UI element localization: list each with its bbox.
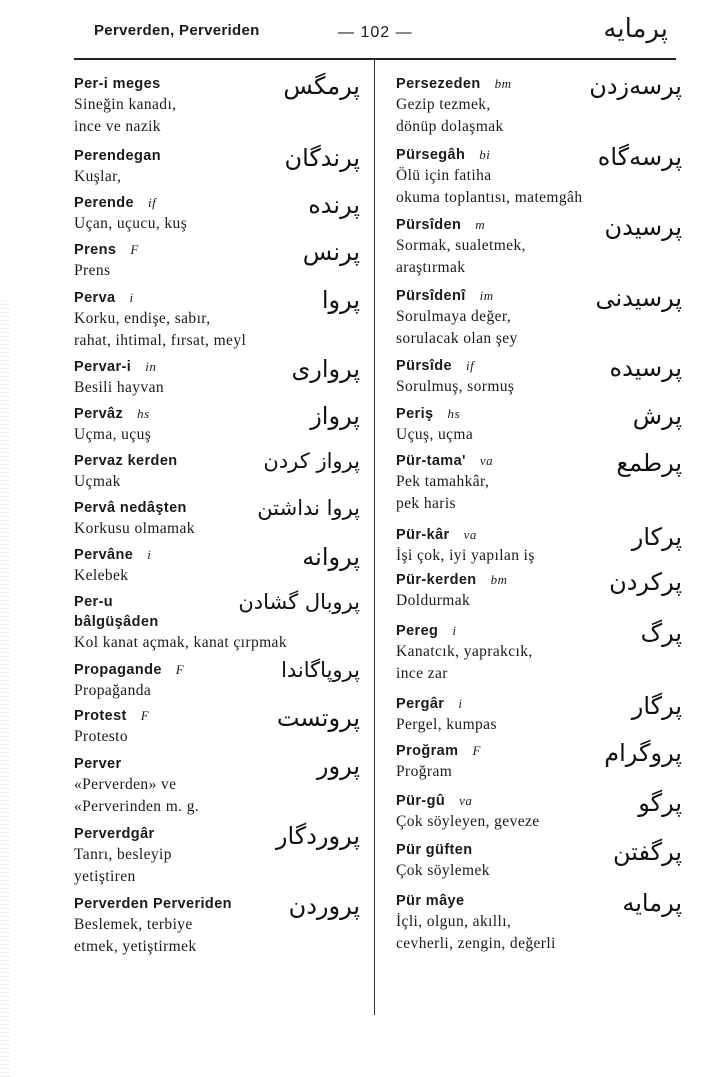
entry-definition: Sineğin kanadı, <box>74 96 177 113</box>
dictionary-entry <box>396 741 686 783</box>
entry-grammar-tag: F <box>140 708 150 723</box>
entry-definition: Kuşlar, <box>74 168 122 185</box>
dictionary-entry <box>74 498 364 540</box>
entry-definition: rahat, ihtimal, fırsat, meyl <box>74 332 247 349</box>
dictionary-entry <box>396 891 686 955</box>
entry-headword: bâlgüşâden <box>74 614 159 630</box>
entry-definition: Uçma, uçuş <box>74 426 152 443</box>
dictionary-entry <box>74 240 364 282</box>
entry-term <box>74 612 364 632</box>
dictionary-entry <box>396 570 686 612</box>
entry-definition: okuma toplantısı, matemgâh <box>396 189 583 206</box>
entry-grammar-tag: if <box>466 358 475 373</box>
dictionary-entry <box>74 894 364 958</box>
dictionary-entry <box>74 357 364 399</box>
entry-definition: pek haris <box>396 495 456 512</box>
entry-arabic-script: پرور <box>316 752 360 780</box>
entry-grammar-tag: m <box>475 217 486 232</box>
scan-edge <box>0 300 10 1077</box>
column-divider <box>374 60 375 1015</box>
entry-definition: Çok söylemek <box>396 862 490 879</box>
entry-definition: Sormak, sualetmek, <box>396 237 526 254</box>
entry-grammar-tag: F <box>472 743 481 758</box>
dictionary-entry <box>396 145 686 209</box>
entry-grammar-tag: bm <box>490 572 508 587</box>
entry-arabic-script: پرنده <box>308 191 360 219</box>
entry-headword: Pergâr <box>396 696 445 712</box>
entry-definition: Besili hayvan <box>74 379 165 396</box>
entry-headword: Per-i meges <box>74 76 161 92</box>
entry-grammar-tag: va <box>463 527 477 542</box>
entry-headword: Pervâz <box>74 406 124 422</box>
entry-definition: cevherli, zengin, değerli <box>396 935 556 952</box>
dictionary-entry <box>74 660 364 702</box>
entry-headword: Pereg <box>396 623 439 639</box>
entry-arabic-script: پروانه <box>302 543 360 571</box>
dictionary-entry <box>396 791 686 833</box>
entry-arabic-script: پرواری <box>291 355 360 383</box>
entry-definition: sorulacak olan şey <box>396 330 518 347</box>
entry-grammar-tag: i <box>129 290 134 305</box>
dictionary-entry <box>396 404 686 446</box>
entry-arabic-script: پرگ <box>640 619 682 647</box>
entry-grammar-tag: F <box>175 662 185 677</box>
entry-definition: araştırmak <box>396 259 466 276</box>
dictionary-entry <box>74 706 364 748</box>
entry-grammar-tag: i <box>147 547 152 562</box>
entry-arabic-script: پرکار <box>631 523 682 551</box>
entry-headword: Proğram <box>396 743 459 759</box>
dictionary-entry <box>74 74 364 138</box>
dictionary-entry <box>74 193 364 235</box>
entry-headword: Protest <box>74 708 127 724</box>
entry-definition: Kanatcık, yaprakcık, <box>396 643 533 660</box>
dictionary-entry <box>396 621 686 685</box>
entry-arabic-script: پرسه‌زدن <box>589 72 682 100</box>
dictionary-entry <box>396 356 686 398</box>
entry-definition: etmek, yetiştirmek <box>74 938 197 955</box>
entry-definition: Kol kanat açmak, kanat çırpmak <box>74 634 287 651</box>
entry-arabic-script: پرکردن <box>609 568 682 596</box>
page-header <box>0 0 708 62</box>
header-rule <box>74 58 676 60</box>
entry-grammar-tag: va <box>479 453 494 468</box>
dictionary-entry <box>74 824 364 888</box>
entry-grammar-tag: F <box>130 242 139 257</box>
entry-arabic-script: پرواز کردن <box>263 449 360 473</box>
entry-headword: Perva <box>74 290 116 306</box>
entry-grammar-tag: in <box>145 359 157 374</box>
dictionary-entry <box>74 146 364 188</box>
entry-definition: Pek tamahkâr, <box>396 473 490 490</box>
entry-arabic-script: پرنس <box>302 238 360 266</box>
entry-headword: Pürsîdenî <box>396 288 466 304</box>
entry-definition: Protesto <box>74 728 129 745</box>
entry-arabic-script: پرواز <box>310 402 360 430</box>
entry-grammar-tag: i <box>452 623 457 638</box>
entry-definition: ince zar <box>396 665 448 682</box>
entry-definition: Doldurmak <box>396 592 471 609</box>
entry-definition: yetiştiren <box>74 868 136 885</box>
entry-arabic-script: پروا نداشتن <box>257 496 360 520</box>
entry-arabic-script: پروا <box>321 286 360 314</box>
entry-grammar-tag: hs <box>447 406 461 421</box>
entry-definition: İşi çok, iyi yapılan iş <box>396 547 535 564</box>
entry-grammar-tag: hs <box>137 406 150 421</box>
dictionary-entry <box>396 694 686 736</box>
entry-headword: Propagande <box>74 662 162 678</box>
entry-arabic-script: پرطمع <box>616 449 682 477</box>
entry-grammar-tag: va <box>459 793 473 808</box>
entry-term <box>74 288 364 308</box>
entry-definition: Pergel, kumpas <box>396 716 497 733</box>
entry-headword: Pürsîden <box>396 217 462 233</box>
entry-arabic-script: پروردن <box>288 892 360 920</box>
entry-definition: Sorulmaya değer, <box>396 308 512 325</box>
entry-headword: Perendegan <box>74 148 161 164</box>
entry-headword: Pervâne <box>74 547 134 563</box>
entry-headword: Pervaz kerden <box>74 453 178 469</box>
entry-arabic-script: پرسه‌گاه <box>597 143 682 171</box>
entry-grammar-tag: i <box>458 696 463 711</box>
entry-headword: Pervar-i <box>74 359 132 375</box>
entry-definition: İçli, olgun, akıllı, <box>396 913 512 930</box>
entry-arabic-script: پرسیدن <box>604 213 682 241</box>
entry-definition: Sorulmuş, sormuş <box>396 378 515 395</box>
entry-headword: Perverden Perveriden <box>74 896 232 912</box>
entry-grammar-tag: bm <box>494 76 512 91</box>
dictionary-entry <box>396 840 686 882</box>
entry-arabic-script: پرگفتن <box>613 838 682 866</box>
entry-definition: ince ve nazik <box>74 118 161 135</box>
entry-headword: Pürsîde <box>396 358 452 374</box>
entry-arabic-script: پرمایه <box>622 889 682 917</box>
entry-headword: Pür güften <box>396 842 473 858</box>
entry-arabic-script: پروبال گشادن <box>238 590 360 614</box>
dictionary-entry <box>74 592 364 612</box>
dictionary-entry <box>74 404 364 446</box>
entry-definition: Kelebek <box>74 567 129 584</box>
entry-definition: Uçuş, uçma <box>396 426 474 443</box>
running-head: Perverden, Perveriden <box>94 22 260 39</box>
dictionary-entry <box>74 612 364 654</box>
page-number: — 102 — <box>338 24 413 41</box>
entry-definition: Proğram <box>396 763 453 780</box>
entry-headword: Pür-gû <box>396 793 446 809</box>
entry-headword: Perende <box>74 195 135 211</box>
entry-arabic-script: پروپاگاندا <box>281 658 360 682</box>
left-column <box>74 74 364 958</box>
entry-arabic-script: پرمگس <box>283 72 360 100</box>
dictionary-entry <box>396 451 686 515</box>
dictionary-entry <box>74 545 364 587</box>
entry-headword: Periş <box>396 406 434 422</box>
entry-headword: Prens <box>74 242 117 258</box>
entry-headword: Persezeden <box>396 76 481 92</box>
entry-headword: Perverdgâr <box>74 826 155 842</box>
entry-definition: Çok söyleyen, geveze <box>396 813 540 830</box>
entry-definition: Beslemek, terbiye <box>74 916 193 933</box>
right-column <box>396 74 686 955</box>
entry-arabic-script: پرگو <box>638 789 682 817</box>
entry-definition: Ölü için fatiha <box>396 167 492 184</box>
entry-definition: Uçmak <box>74 473 121 490</box>
entry-definition: «Perverinden m. g. <box>74 798 200 815</box>
entry-headword: Pür-kâr <box>396 527 450 543</box>
running-head-arabic: پرمایه <box>603 14 668 44</box>
dictionary-entry <box>74 754 364 818</box>
entry-arabic-script: پرش <box>632 402 682 430</box>
dictionary-entry <box>396 286 686 350</box>
entry-headword: Per-u <box>74 594 114 610</box>
dictionary-entry <box>74 288 364 352</box>
entry-definition: Korkusu olmamak <box>74 520 195 537</box>
entry-definition: Prens <box>74 262 111 279</box>
entry-definition: Propağanda <box>74 682 152 699</box>
entry-definition: Uçan, uçucu, kuş <box>74 215 188 232</box>
entry-grammar-tag: im <box>479 288 494 303</box>
entry-definition: Tanrı, besleyip <box>74 846 172 863</box>
entry-arabic-script: پروگرام <box>604 739 682 767</box>
entry-definition: «Perverden» ve <box>74 776 177 793</box>
entry-headword: Pür-kerden <box>396 572 477 588</box>
entry-arabic-script: پرندگان <box>284 144 360 172</box>
dictionary-entry <box>396 525 686 567</box>
entry-grammar-tag: if <box>148 195 157 210</box>
entry-headword: Pervâ nedâşten <box>74 500 187 516</box>
entry-headword: Perver <box>74 756 122 772</box>
entry-definition: Gezip tezmek, <box>396 96 491 113</box>
entry-arabic-script: پروردگار <box>275 822 360 850</box>
dictionary-entry <box>396 74 686 138</box>
entry-definition: dönüp dolaşmak <box>396 118 504 135</box>
dictionary-entry <box>74 451 364 493</box>
entry-arabic-script: پرسیدنی <box>595 284 682 312</box>
entry-grammar-tag: bi <box>479 147 491 162</box>
entry-arabic-script: پروتست <box>276 704 360 732</box>
entry-headword: Pürsegâh <box>396 147 466 163</box>
dictionary-entry <box>396 215 686 279</box>
entry-headword: Pür-tama' <box>396 453 466 469</box>
entry-definition: Korku, endişe, sabır, <box>74 310 211 327</box>
entry-arabic-script: پرگار <box>631 692 682 720</box>
entry-headword: Pür mâye <box>396 893 465 909</box>
entry-arabic-script: پرسیده <box>609 354 682 382</box>
